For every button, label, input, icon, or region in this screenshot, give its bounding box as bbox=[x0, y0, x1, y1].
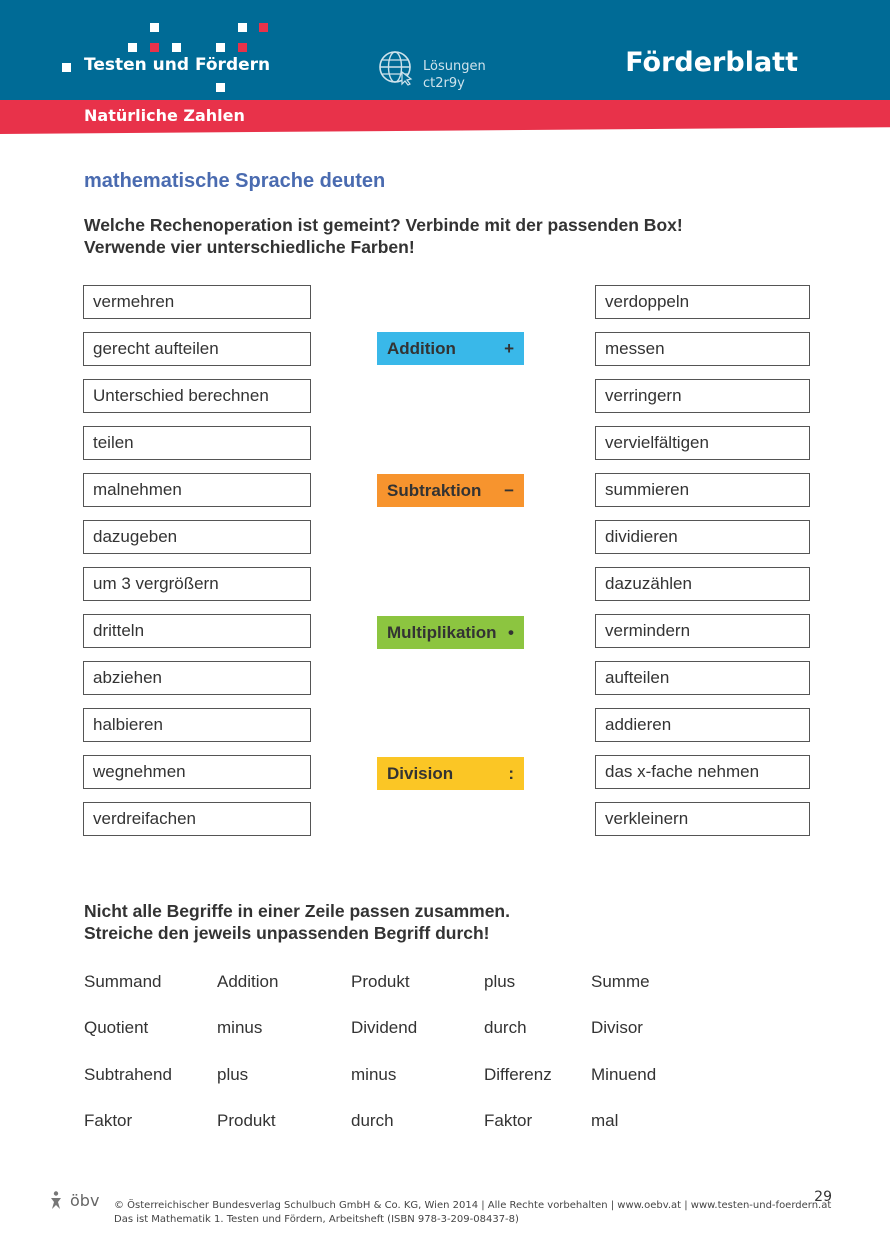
task1-instructions bbox=[84, 214, 683, 258]
term[interactable]: Faktor bbox=[84, 1110, 133, 1130]
term[interactable]: plus bbox=[484, 972, 516, 991]
term[interactable]: Addition bbox=[217, 972, 279, 991]
word-box[interactable]: vervielfältigen bbox=[595, 426, 810, 460]
minus-symbol: − bbox=[504, 480, 514, 500]
operation-name: Addition bbox=[387, 338, 456, 358]
page-number: 29 bbox=[814, 1189, 832, 1205]
task2-line2: Streiche den jeweils unpassenden Begriff durch! bbox=[84, 923, 490, 943]
loesungen-label[interactable]: Lösungen bbox=[423, 59, 486, 74]
operation-box-subtraktion[interactable] bbox=[377, 474, 524, 507]
term[interactable]: Produkt bbox=[217, 1110, 276, 1130]
footer-line2: Das ist Mathematik 1. Testen und Fördern, Arbeitsheft (ISBN 978-3-209-08437-8) bbox=[114, 1214, 519, 1225]
term[interactable]: Minuend bbox=[591, 1064, 657, 1084]
logo-text: Testen und Fördern bbox=[84, 55, 271, 75]
footer-copyright bbox=[114, 1199, 831, 1227]
word-box[interactable]: dividieren bbox=[595, 520, 810, 554]
operation-box-addition[interactable] bbox=[377, 332, 524, 365]
term[interactable]: Divisor bbox=[591, 1018, 643, 1038]
page-title: Förderblatt bbox=[625, 47, 798, 78]
task2-instructions bbox=[84, 900, 510, 944]
word-box[interactable]: aufteilen bbox=[595, 661, 810, 695]
word-box[interactable]: dazuzählen bbox=[595, 567, 810, 601]
footer-line1: © Österreichischer Bundesverlag Schulbuch GmbH & Co. KG, Wien 2014 | Alle Rechte vorbehalten | www.oebv.at | www.testen-und-foerdern.at bbox=[114, 1200, 832, 1211]
oebv-logo bbox=[50, 1190, 110, 1212]
term[interactable]: Dividend bbox=[351, 1018, 418, 1038]
term[interactable]: Faktor bbox=[484, 1110, 533, 1130]
operation-name: Multiplikation bbox=[387, 622, 497, 642]
word-box[interactable]: dritteln bbox=[83, 614, 311, 648]
section-title: mathematische Sprache deuten bbox=[84, 170, 386, 192]
word-box[interactable]: vermehren bbox=[83, 285, 311, 319]
operation-name: Subtraktion bbox=[387, 480, 482, 500]
word-box[interactable]: verdreifachen bbox=[83, 802, 311, 836]
word-box[interactable]: vermindern bbox=[595, 614, 810, 648]
word-box[interactable]: summieren bbox=[595, 473, 810, 507]
word-box[interactable]: messen bbox=[595, 332, 810, 366]
word-box[interactable]: addieren bbox=[595, 708, 810, 742]
term[interactable]: Summe bbox=[591, 972, 650, 991]
term[interactable]: Subtrahend bbox=[84, 1064, 172, 1084]
plus-symbol: + bbox=[504, 338, 514, 358]
task2-line1: Nicht alle Begriffe in einer Zeile passen zusammen. bbox=[84, 901, 510, 921]
term[interactable]: minus bbox=[217, 1018, 263, 1038]
word-box[interactable]: gerecht aufteilen bbox=[83, 332, 311, 366]
term[interactable]: Produkt bbox=[351, 972, 410, 991]
word-box[interactable]: verdoppeln bbox=[595, 285, 810, 319]
divide-symbol: : bbox=[508, 763, 514, 783]
word-box[interactable]: wegnehmen bbox=[83, 755, 311, 789]
publisher-logo-text: öbv bbox=[70, 1191, 100, 1210]
term[interactable]: mal bbox=[591, 1110, 619, 1130]
term[interactable]: durch bbox=[484, 1018, 527, 1038]
word-box[interactable]: malnehmen bbox=[83, 473, 311, 507]
word-box[interactable]: verringern bbox=[595, 379, 810, 413]
topic-label: Natürliche Zahlen bbox=[84, 106, 245, 125]
term[interactable]: Summand bbox=[84, 972, 162, 991]
left-word-column bbox=[83, 285, 311, 849]
task1-line1: Welche Rechenoperation ist gemeint? Verbinde mit der passenden Box! bbox=[84, 215, 683, 235]
globe-cursor-icon[interactable] bbox=[378, 50, 414, 86]
task1-line2: Verwende vier unterschiedliche Farben! bbox=[84, 237, 415, 257]
word-box[interactable]: verkleinern bbox=[595, 802, 810, 836]
operation-box-multiplikation[interactable] bbox=[377, 616, 524, 649]
word-box[interactable]: Unterschied berechnen bbox=[83, 379, 311, 413]
word-box[interactable]: dazugeben bbox=[83, 520, 311, 554]
term[interactable]: plus bbox=[217, 1064, 249, 1084]
word-box[interactable]: abziehen bbox=[83, 661, 311, 695]
word-box[interactable]: um 3 vergrößern bbox=[83, 567, 311, 601]
term[interactable]: minus bbox=[351, 1064, 397, 1084]
loesungen-code[interactable]: ct2r9y bbox=[423, 76, 465, 91]
term[interactable]: durch bbox=[351, 1110, 394, 1130]
word-box[interactable]: teilen bbox=[83, 426, 311, 460]
term[interactable]: Quotient bbox=[84, 1018, 149, 1038]
word-box[interactable]: halbieren bbox=[83, 708, 311, 742]
operation-name: Division bbox=[387, 763, 454, 783]
right-word-column bbox=[595, 285, 810, 849]
operation-box-division[interactable] bbox=[377, 757, 524, 790]
word-box[interactable]: das x-fache nehmen bbox=[595, 755, 810, 789]
term[interactable]: Differenz bbox=[484, 1064, 552, 1084]
times-symbol: • bbox=[508, 622, 514, 642]
